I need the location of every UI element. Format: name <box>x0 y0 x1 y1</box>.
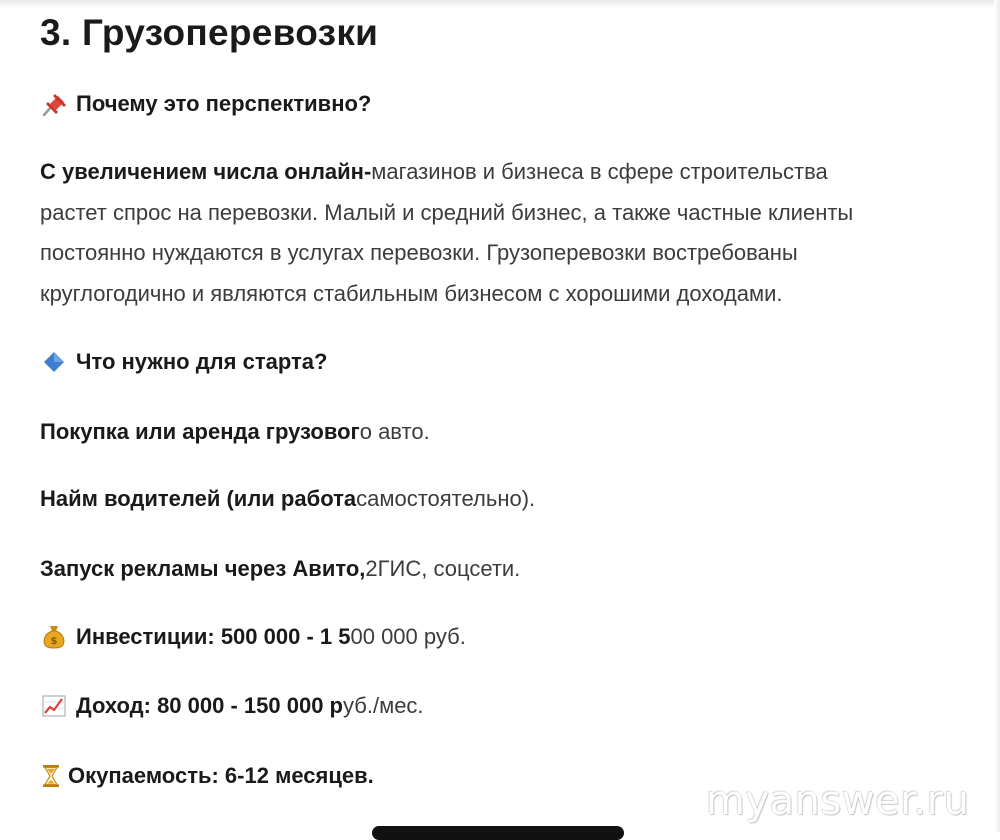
income-bold-text: Доход: 80 000 - 150 000 р <box>76 693 343 718</box>
investment-bold-text: Инвестиции: 500 000 - 1 5 <box>76 624 351 649</box>
item-bold-text: Найм водителей (или работа <box>40 486 357 511</box>
income-rest-text: уб./мес. <box>343 693 424 718</box>
list-item <box>40 549 520 589</box>
paragraph-line <box>40 152 960 193</box>
paragraph-line: круглогодично и являются стабильным бизнесом с хорошими доходами. <box>40 280 783 306</box>
why-heading-text: Почему это перспективно? <box>76 91 372 116</box>
item-rest-text: самостоятельно). <box>356 486 536 511</box>
blue-diamond-icon <box>40 348 68 376</box>
pushpin-icon <box>40 90 68 118</box>
paragraph-line: постоянно нуждаются в услугах перевозки. Грузоперевозки востребованы <box>40 240 798 265</box>
description-paragraph <box>40 152 960 314</box>
investment-rest-text: 00 000 руб. <box>350 624 466 649</box>
watermark: myanswer.ru <box>706 778 970 824</box>
paragraph-bold-lead: С увеличением числа онлайн- <box>40 159 372 184</box>
investment-line <box>40 617 466 657</box>
page-title: 3. Грузоперевозки <box>40 12 379 53</box>
payback-text: Окупаемость: 6-12 месяцев. <box>68 763 374 788</box>
paragraph-line: растет спрос на перевозки. Малый и средний бизнес, а также частные клиенты <box>40 199 854 225</box>
item-rest-text: 2ГИС, соцсети. <box>365 556 521 581</box>
svg-text:$: $ <box>50 636 58 647</box>
start-heading <box>40 342 327 382</box>
list-item <box>40 479 535 519</box>
bottom-floating-bar <box>372 826 624 840</box>
list-item <box>40 412 430 452</box>
why-heading <box>40 84 371 124</box>
chart-increasing-icon <box>40 692 68 720</box>
item-bold-text: Запуск рекламы через Авито, <box>40 556 366 581</box>
item-bold-text: Покупка или аренда грузовог <box>40 419 360 444</box>
payback-line <box>40 756 374 796</box>
top-shadow-bar <box>0 0 1000 8</box>
hourglass-icon <box>40 762 62 790</box>
right-edge-shadow <box>994 0 1000 832</box>
item-rest-text: о авто. <box>359 419 430 444</box>
income-line <box>40 686 424 726</box>
paragraph-line-rest: магазинов и бизнеса в сфере строительства <box>371 159 828 184</box>
start-heading-text: Что нужно для старта? <box>76 349 328 374</box>
money-bag-icon <box>40 623 68 651</box>
